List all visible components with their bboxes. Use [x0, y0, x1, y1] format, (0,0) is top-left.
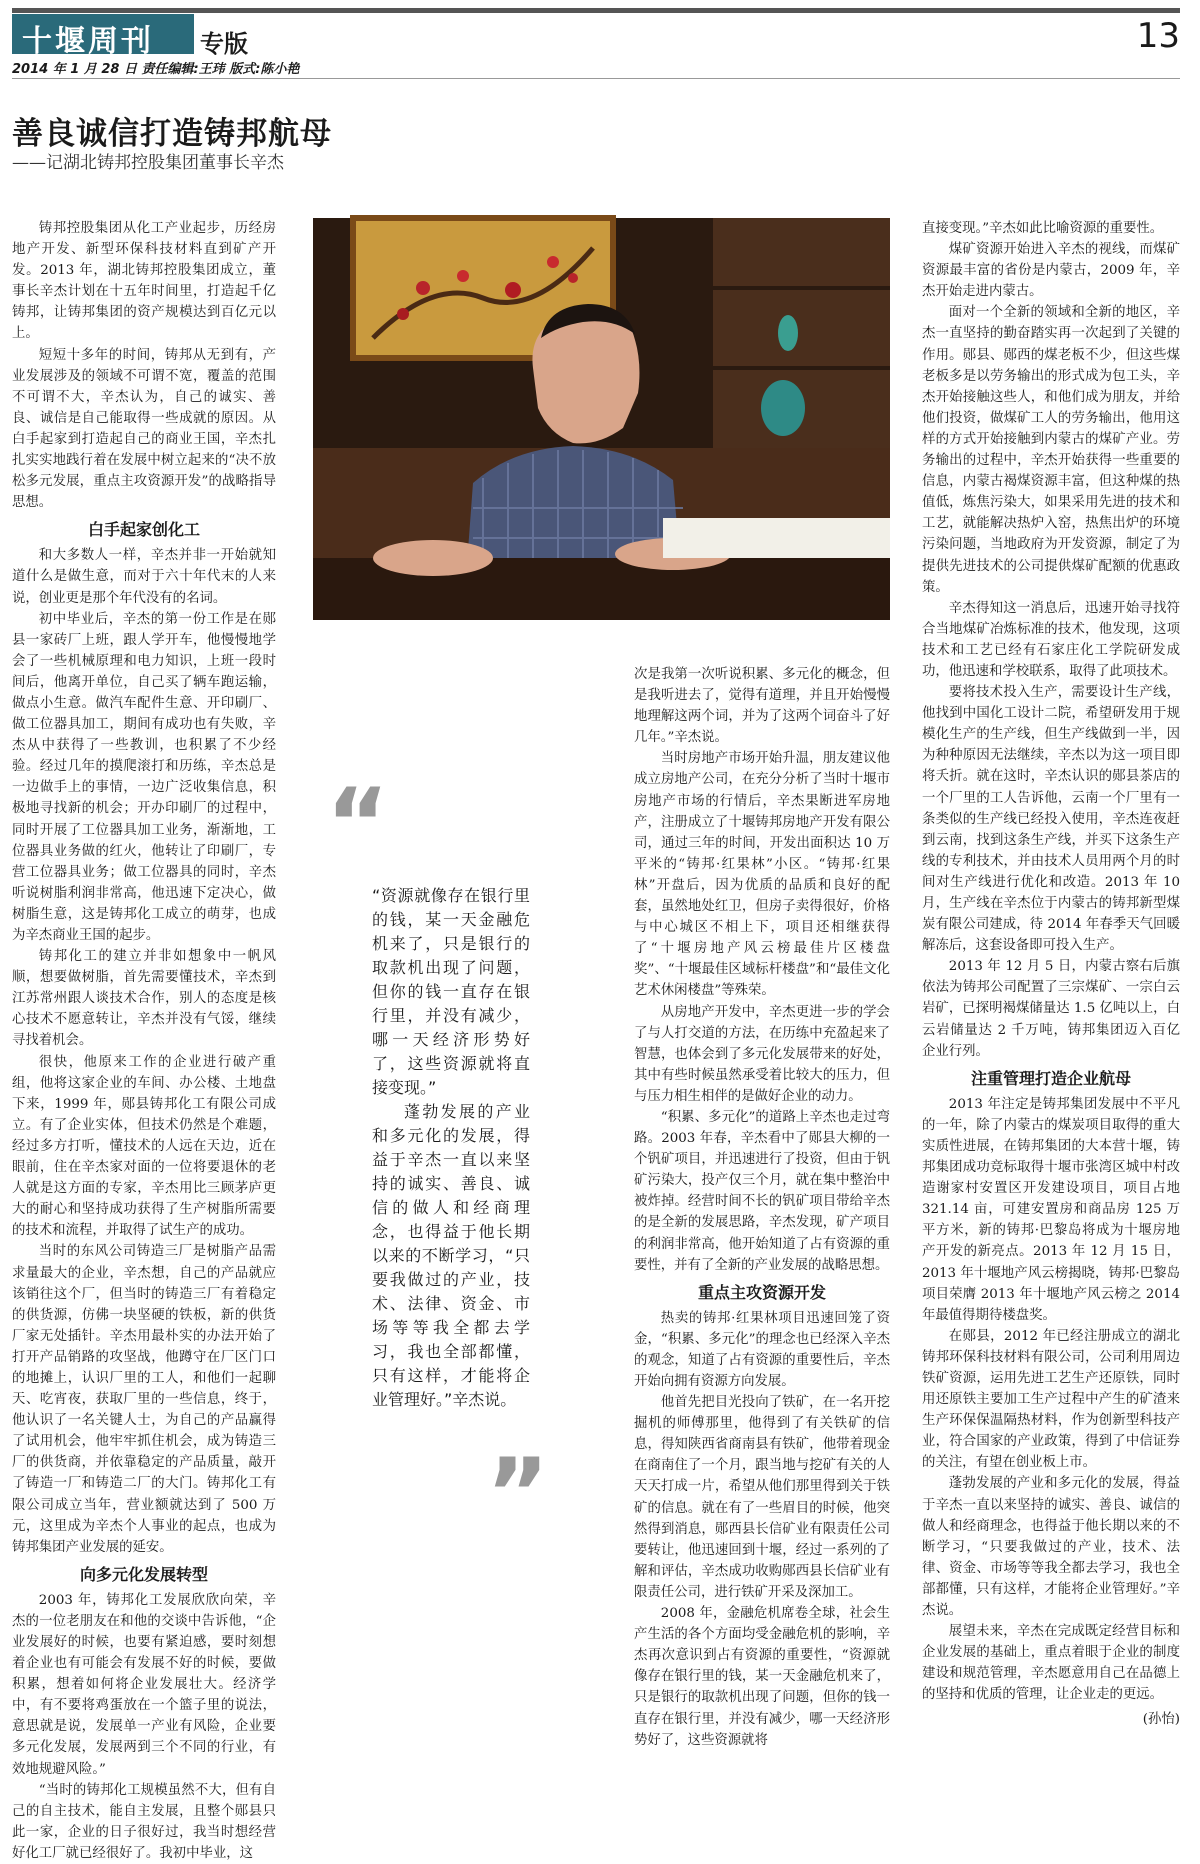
- paragraph: 热卖的铸邦·红果林项目迅速回笼了资金，“积累、多元化”的理念也已经深入辛杰的观念，知道了占有资源的重要性后，辛杰开始向拥有资源方向发展。: [634, 1310, 890, 1389]
- section-heading: 向多元化发展转型: [79, 1564, 208, 1584]
- paragraph: 直接变现。”辛杰如此比喻资源的重要性。: [922, 221, 1164, 236]
- paragraph: 煤矿资源开始进入辛杰的视线，而煤矿资源最丰富的省份是内蒙古，2009 年，辛杰开始走进内蒙古。: [922, 242, 1180, 300]
- paragraph: 面对一个全新的领域和全新的地区，辛杰一直坚持的勤奋踏实再一次起到了关键的作用。郧县、郧西的煤老板不少，但这些煤老板多是以劳务输出的形式成为包工头，辛杰开始接触这些人，和他们成为朋友，并给他们投资，做煤矿工人的劳务输出，他用这样的方式开始接触到内蒙古的煤矿产业。劳务输出的过程中，辛杰开始获得一些重要的信息，内蒙古褐煤资源丰富，但这种煤的热值低，炼焦污染大，如果采用先进的技术和工艺，就能解决热炉入窑，热焦出炉的环境污染问题，当地政府为开发资源，制定了为提供先进技术的公司提供煤矿配额的优惠政策。: [922, 305, 1180, 595]
- paragraph: 和大多数人一样，辛杰并非一开始就知道什么是做生意，而对于六十年代末的人来说，创业更是那个年代没有的名词。: [12, 548, 276, 606]
- close-quote-mark: ”: [486, 1438, 550, 1550]
- author-byline: (孙怡): [1142, 1712, 1180, 1728]
- paragraph: 蓬勃发展的产业和多元化的发展，得益于辛杰一直以来坚持的诚实、善良、诚信的做人和经商理念，也得益于他长期以来的不断学习，“只要我做过的产业，技术、法律、资金、市场等等我全都去学习，我也全部都懂，只有这样，才能将企业管理好。”辛杰说。: [922, 1476, 1180, 1618]
- paragraph: 要将技术投入生产，需要设计生产线，他找到中国化工设计二院，希望研发用于规模化生产的生产线，但生产线做到一半，因为种种原因无法继续，辛杰以为这一项目即将夭折。就在这时，辛杰认识的郧县茶店的一个厂里的工人告诉他，云南一个厂里有一条类似的生产线已经投入使用，辛杰连夜赶到云南，找到这条生产线，并买下这条生产线的专利技术，并由技术人员用两个月的时间对生产线进行优化和改造。2013 年 10 月，生产线在辛杰位于内蒙古的铸邦新型煤炭有限公司建成，待 2014 年春季天气回暖解冻后，这套设备即可投入生产。: [922, 685, 1180, 954]
- paragraph: “积累、多元化”的道路上辛杰也走过弯路。2003 年春，辛杰看中了郧县大柳的一个钒矿项目，并迅速进行了投资，但由于钒矿污染大，投产仅三个月，就在集中整治中被炸掉。经营时间不长的钒矿项目带给辛杰的是全新的发展思路，辛杰发现，矿产项目的利润非常高，他开始知道了占有资源的重要性，并有了全新的产业发展的战略思想。: [634, 1109, 890, 1273]
- article-column-3: [634, 664, 890, 1748]
- paragraph: 铸邦控股集团从化工产业起步，历经房地产开发、新型环保科技材料直到矿产开发。2013 年，湖北铸邦控股集团成立，董事长辛杰计划在十五年时间里，打造起千亿铸邦，让铸邦集团的资产规模达到百亿元以上。: [12, 221, 276, 342]
- paragraph: 铸邦化工的建立并非如想象中一帆风顺，想要做树脂，首先需要懂技术，辛杰到江苏常州跟人谈技术合作，别人的态度是核心技术不愿意转让，辛杰并没有气馁，继续寻找着机会。: [12, 949, 276, 1049]
- paragraph: “当时的铸邦化工规模虽然不大，但有自己的自主技术，能自主发展，且整个郧县只此一家，企业的日子很好过，我当时想经营好化工厂就已经很好了。我初中毕业，这: [12, 1782, 276, 1861]
- paragraph: 2013 年 12 月 5 日，内蒙古察右后旗依法为铸邦公司配置了三宗煤矿、一宗白云岩矿，已探明褐煤储量达 1.5 亿吨以上，白云岩储量达 2 千万吨，铸邦集团迈入百亿企业行列。: [922, 959, 1180, 1059]
- section-heading: 白手起家创化工: [87, 520, 200, 540]
- paragraph: 初中毕业后，辛杰的第一份工作是在郧县一家砖厂上班，跟人学开车，他慢慢地学会了一些机械原理和电力知识，上班一段时间后，他离开单位，自己买了辆车跑运输，做点小生意。做汽车配件生意、开印刷厂、做工位器具加工，期间有成功也有失败，辛杰从中获得了一些教训，也积累了不少经验。经过几年的摸爬滚打和历练，辛杰总是一边做手上的事情，一边广泛收集信息，积极地寻找新的机会；开办印刷厂的过程中，同时开展了工位器具加工业务，渐渐地，工位器具业务做的红火，他转让了印刷厂，专营工位器具业务；做工位器具的同时，辛杰听说树脂利润非常高，他迅速下定决心，做树脂生意，这是铸邦化工成立的萌芽，也成为辛杰商业王国的起步。: [12, 611, 276, 943]
- header-divider: [12, 78, 1180, 79]
- paragraph: 在郧县，2012 年已经注册成立的湖北铸邦环保科技材料有限公司，公司利用周边铁矿资源，运用先进工艺生产还原铁，同时用还原铁主要加工生产过程中产生的矿渣来生产环保保温隔热材料，作为创新型科技产业，符合国家的产业政策，得到了中信证券的关注，有望在创业板上市。: [922, 1328, 1180, 1471]
- pull-quote-text: 蓬勃发展的产业和多元化的发展，得益于辛杰一直以来坚持的诚实、善良、诚信的做人和经商理念，也得益于他长期以来的不断学习，“只要我做过的产业，技术、法律、资金、市场等等我全都去学习，我也全部都懂，只有这样，才能将企业管理好。”辛杰说。: [372, 1102, 530, 1409]
- portrait-photo-illustration: [313, 218, 890, 620]
- portrait-photo: [313, 218, 890, 620]
- paragraph: 2003 年，铸邦化工发展欣欣向荣，辛杰的一位老朋友在和他的交谈中告诉他，“企业发展好的时候，也要有紧迫感，要时刻想着企业也有可能会有发展不好的时候，要做积累，想着如何将企业发展壮大。经济学中，有不要将鸡蛋放在一个篮子里的说法，意思就是说，发展单一产业有风险，企业要多元化发展，发展两到三个不同的行业，有效地规避风险。”: [12, 1592, 276, 1777]
- section-label: 专版: [200, 29, 248, 58]
- article-subhead: ——记湖北铸邦控股集团董事长辛杰: [12, 153, 284, 173]
- paragraph: 辛杰得知这一消息后，迅速开始寻找符合当地煤矿冶炼标准的技术，他发现，这项技术和工艺已经有石家庄化工学院研发成功，他迅速和学校联系，取得了此项技术。: [922, 600, 1180, 679]
- pull-quote-text: “资源就像存在银行里的钱，某一天金融危机来了，只是银行的取款机出现了问题，但你的钱一直存在银行里，并没有减少，哪一天经济形势好了，这些资源就将直接变现。”: [372, 886, 530, 1097]
- section-heading: 注重管理打造企业航母: [970, 1068, 1131, 1088]
- paper-masthead: 十堰周刊: [12, 14, 194, 54]
- article-column-4: [922, 218, 1180, 1728]
- paragraph: 次是我第一次听说积累、多元化的概念，但是我听进去了，觉得有道理，并且开始慢慢地理解这两个词，并为了这两个词奋斗了好几年。”辛杰说。: [634, 667, 890, 746]
- top-rule: [12, 8, 1180, 13]
- paragraph: 从房地产开发中，辛杰更进一步的学会了与人打交道的方法，在历练中充盈起来了智慧，也体会到了多元化发展带来的好处，其中有些时候虽然承受着比较大的压力，但与压力相生相伴的是做好企业的动力。: [634, 1004, 890, 1104]
- page-number: 13: [1136, 16, 1180, 56]
- section-heading: 重点主攻资源开发: [697, 1282, 826, 1302]
- paragraph: 2013 年注定是铸邦集团发展中不平凡的一年，除了内蒙古的煤炭项目取得的重大实质性进展，在铸邦集团的大本营十堰，铸邦集团成功竞标取得十堰市张湾区城中村改造谢家村安置区开发建设项目，项目占地 321.14 亩，可建安置房和商品房 125 万平方米，新的铸邦·巴黎岛将成为十堰房地产开发的新亮点。2013 年 12 月 15 日，2013 年十堰地产风云榜揭晓，铸邦·巴黎岛项目荣膺 2013 年十堰地产风云榜之 2014 年最值得期待楼盘奖。: [922, 1096, 1180, 1323]
- paragraph: 当时房地产市场开始升温，朋友建议他成立房地产公司，在充分分析了当时十堰市房地产市场的行情后，辛杰果断进军房地产，注册成立了十堰铸邦房地产开发有限公司，通过三年的时间，开发出面积达 10 万平米的“铸邦·红果林”小区。“铸邦·红果林”开盘后，因为优质的品质和良好的配套，虽然地处红卫，但房子卖得很好，价格与中心城区不相上下，项目还相继获得了“十堰房地产风云榜最佳片区楼盘奖”、“十堰最佳区域标杆楼盘”和“最佳文化艺术休闲楼盘”等殊荣。: [634, 751, 890, 999]
- dateline: 2014 年 1 月 28 日 责任编辑:王玮 版式:陈小艳: [12, 62, 300, 77]
- paragraph: 展望未来，辛杰在完成既定经营目标和企业发展的基础上，重点着眼于企业的制度建设和规范管理，辛杰愿意用自己在品德上的坚持和优质的管理，让企业走的更远。: [922, 1624, 1180, 1703]
- article-headline: 善良诚信打造铸邦航母: [12, 116, 332, 152]
- paragraph: 当时的东风公司铸造三厂是树脂产品需求量最大的企业，辛杰想，自己的产品就应该销往这个厂，但当时的铸造三厂有着稳定的供货源，仿佛一块坚硬的铁板，新的供货厂家无处插针。辛杰用最朴实的办法开始了打开产品销路的攻坚战，他蹲守在厂区门口的地摊上，认识厂里的工人，和他们一起聊天、吃宵夜，获取厂里的一些信息，终于，他认识了一名关键人士，为自己的产品赢得了试用机会，他牢牢抓住机会，成为铸造三厂的供货商，并依靠稳定的产品质量，敲开了铸造一厂和铸造二厂的大门。铸邦化工有限公司成立当年，营业额就达到了 500 万元，这里成为辛杰个人事业的起点，也成为铸邦集团产业发展的延安。: [12, 1244, 276, 1555]
- pull-quote: [372, 884, 530, 1412]
- open-quote-mark: “: [326, 768, 390, 880]
- paragraph: 2008 年，金融危机席卷全球，社会生产生活的各个方面均受金融危机的影响，辛杰再次意识到占有资源的重要性，“资源就像存在银行里的钱，某一天金融危机来了，只是银行的取款机出现了问题，但你的钱一直存在银行里，并没有减少，哪一天经济形势好了，这些资源就将: [634, 1606, 890, 1748]
- article-column-1: [12, 218, 276, 1861]
- paragraph: 很快，他原来工作的企业进行破产重组，他将这家企业的车间、办公楼、土地盘下来，1999 年，郧县铸邦化工有限公司成立。有了企业实体，但技术仍然是个难题，经过多方打听，懂技术的人远在天边，近在眼前，住在辛杰家对面的一位将要退休的老人就是这方面的专家，辛杰用比三顾茅庐更大的耐心和坚持成功获得了生产树脂所需要的技术和流程，并取得了试生产的成功。: [12, 1054, 276, 1239]
- paragraph: 他首先把目光投向了铁矿，在一名开挖掘机的师傅那里，他得到了有关铁矿的信息，得知陕西省商南县有铁矿，他带着现金在商南住了一个月，跟当地与挖矿有关的人天天打成一片，希望从他们那里得到关于铁矿的信息。就在有了一些眉目的时候，他突然得到消息，郧西县长信矿业有限责任公司要转让，他迅速回到十堰，经过一系列的了解和评估，辛杰成功收购郧西县长信矿业有限责任公司，进行铁矿开采及深加工。: [634, 1395, 890, 1600]
- paragraph: 短短十多年的时间，铸邦从无到有，产业发展涉及的领域不可谓不宽，覆盖的范围不可谓不大，辛杰认为，自己的诚实、善良、诚信是自己能取得一些成就的原因。从白手起家到打造起自己的商业王国，辛杰扎扎实实地践行着在发展中树立起来的“决不放松多元发展，重点主攻资源开发”的战略指导思想。: [12, 347, 276, 511]
